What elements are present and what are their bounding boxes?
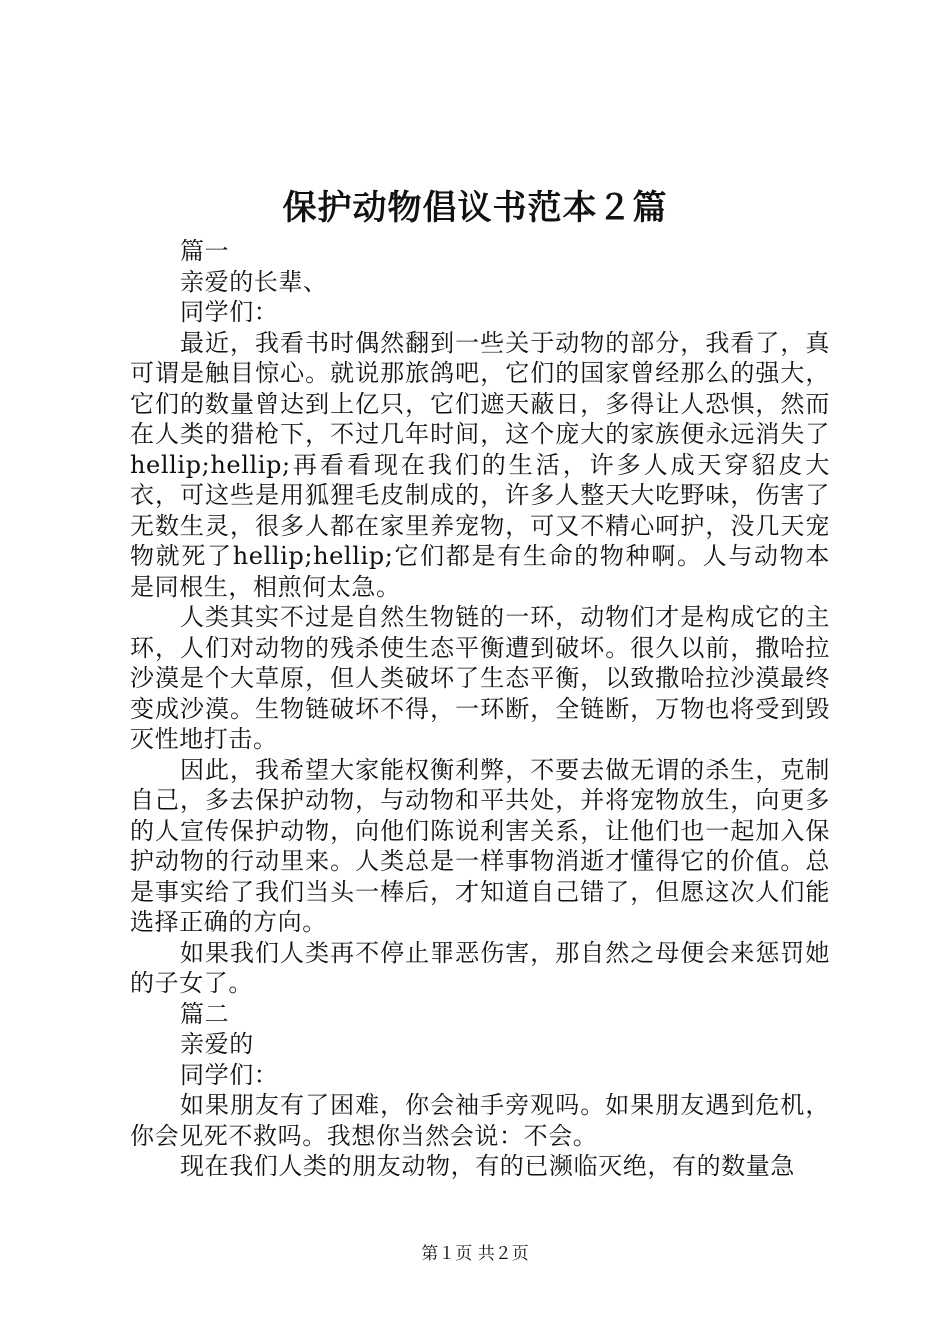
salutation-line-1: 亲爱的长辈、 [180, 267, 328, 296]
salutation-line-3: 亲爱的 [180, 1030, 254, 1058]
salutation-line-4: 同学们： [180, 1060, 279, 1089]
document-body [130, 236, 830, 1182]
body-paragraph: 如果我们人类再不停止罪恶伤害，那自然之母便会来惩罚她的子女了。 [130, 938, 830, 997]
body-paragraph: 如果朋友有了困难，你会袖手旁观吗。如果朋友遇到危机，你会见死不救吗。我想你当然会说：不会。 [130, 1091, 830, 1150]
page-footer: 第１页 共２页 [421, 1244, 529, 1264]
body-paragraph: 现在我们人类的朋友动物，有的已濒临灭绝，有的数量急 [180, 1152, 795, 1180]
body-paragraph: 因此，我希望大家能权衡利弊，不要去做无谓的杀生，克制自己，多去保护动物，与动物和平共处，并将宠物放生，向更多的人宣传保护动物，向他们陈说利害关系，让他们也一起加入保护动物的行动里来。人类总是一样事物消逝才懂得它的价值。总是事实给了我们当头一棒后，才知道自己错了，但愿这次人们能选择正确的方向。 [130, 755, 830, 936]
section-heading-1: 篇一 [180, 237, 230, 265]
body-paragraph: 最近，我看书时偶然翻到一些关于动物的部分，我看了，真可谓是触目惊心。就说那旅鸽吧，它们的国家曾经那么的强大，它们的数量曾达到上亿只，它们遮天蔽日，多得让人恐惧，然而在人类的猎枪下，不过几年时间，这个庞大的家族便永远消失了hellip;hellip;再看看现在我们的生活，许多人成天穿貂皮大衣，可这些是用狐狸毛皮制成的，许多人整天大吃野味，伤害了无数生灵，很多人都在家里养宠物，可又不精心呵护，没几天宠物就死了hellip;hellip;它们都是有生命的物种啊。人与动物本是同根生，相煎何太急。 [130, 328, 830, 601]
body-paragraph: 人类其实不过是自然生物链的一环，动物们才是构成它的主环，人们对动物的残杀使生态平衡遭到破坏。很久以前，撒哈拉沙漠是个大草原，但人类破坏了生态平衡，以致撒哈拉沙漠最终变成沙漠。生物链破坏不得，一环断，全链断，万物也将受到毁灭性地打击。 [130, 603, 830, 753]
section-heading-2: 篇二 [180, 999, 230, 1028]
document-title: 保护动物倡议书范本２篇 [282, 188, 668, 228]
salutation-line-2: 同学们： [180, 298, 279, 326]
